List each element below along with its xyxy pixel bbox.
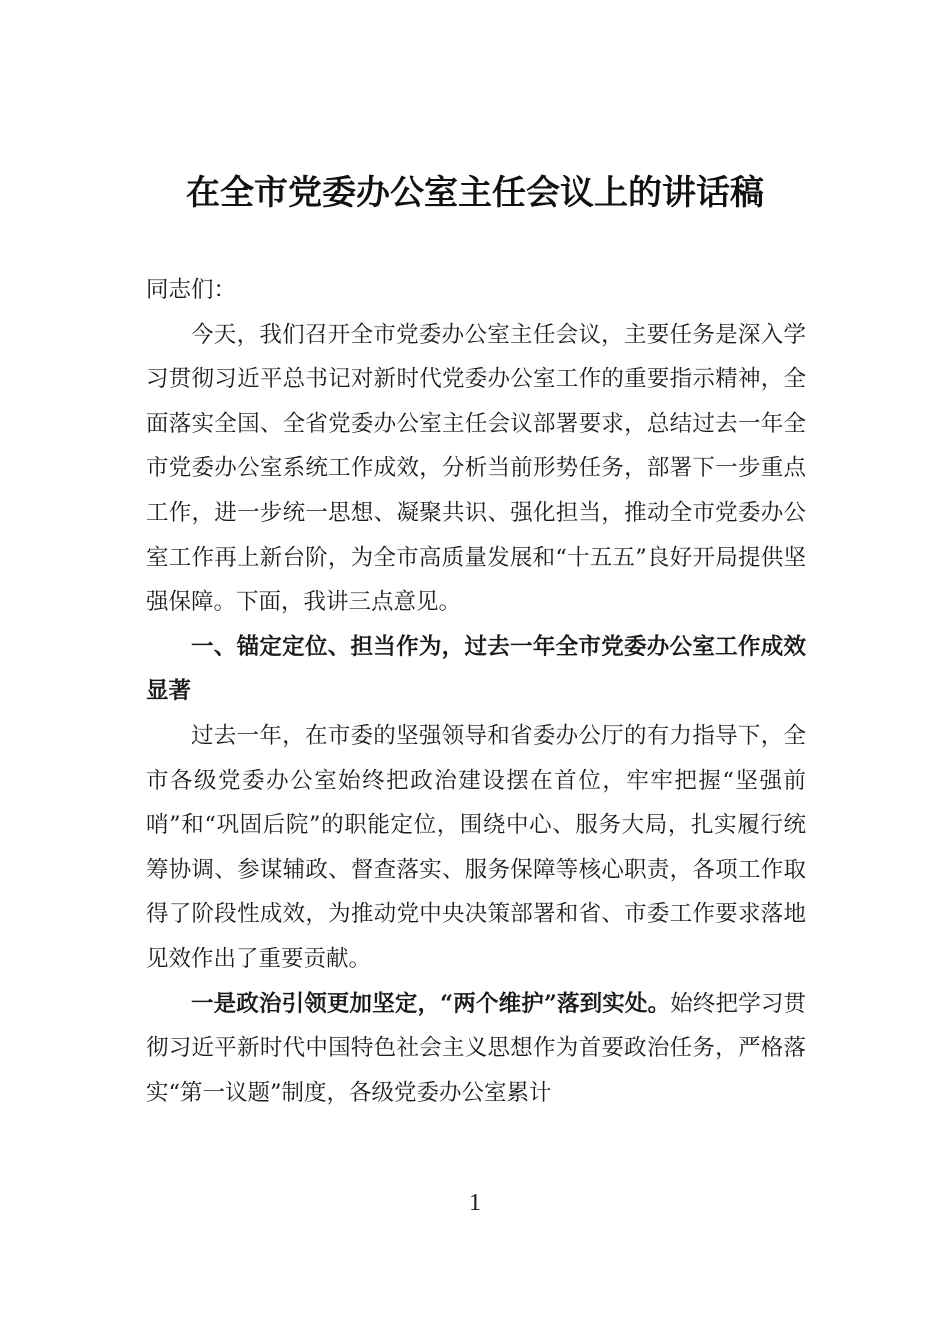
section-1-paragraph: 过去一年，在市委的坚强领导和省委办公厅的有力指导下，全市各级党委办公室始终把政治建设摆在首位，牢牢把握“坚强前哨”和“巩固后院”的职能定位，围绕中心、服务大局，扎实履行统筹协调、参谋辅政、督查落实、服务保障等核心职责，各项工作取得了阶段性成效，为推动党中央决策部署和省、市委工作要求落地见效作出了重要贡献。	[146, 722, 806, 972]
document-title: 在全市党委办公室主任会议上的讲话稿	[186, 173, 764, 213]
section-heading-1: 一、锚定定位、担当作为，过去一年全市党委办公室工作成效显著	[146, 633, 806, 705]
document-body	[146, 268, 806, 1115]
point-1-paragraph	[146, 982, 806, 1116]
point-1-text: 始终把学习贯彻习近平新时代中国特色社会主义思想作为首要政治任务，严格落实“第一议题”制度，各级党委办公室累计	[146, 990, 806, 1106]
salutation: 同志们：	[146, 277, 237, 303]
point-1-lead: 一是政治引领更加坚定，“两个维护”落到实处。	[191, 990, 671, 1017]
page-number: 1	[469, 1190, 481, 1216]
intro-paragraph: 今天，我们召开全市党委办公室主任会议，主要任务是深入学习贯彻习近平总书记对新时代党委办公室工作的重要指示精神，全面落实全国、全省党委办公室主任会议部署要求，总结过去一年全市党委办公室系统工作成效，分析当前形势任务，部署下一步重点工作，进一步统一思想、凝聚共识、强化担当，推动全市党委办公室工作再上新台阶，为全市高质量发展和“十五五”良好开局提供坚强保障。下面，我讲三点意见。	[146, 321, 806, 616]
